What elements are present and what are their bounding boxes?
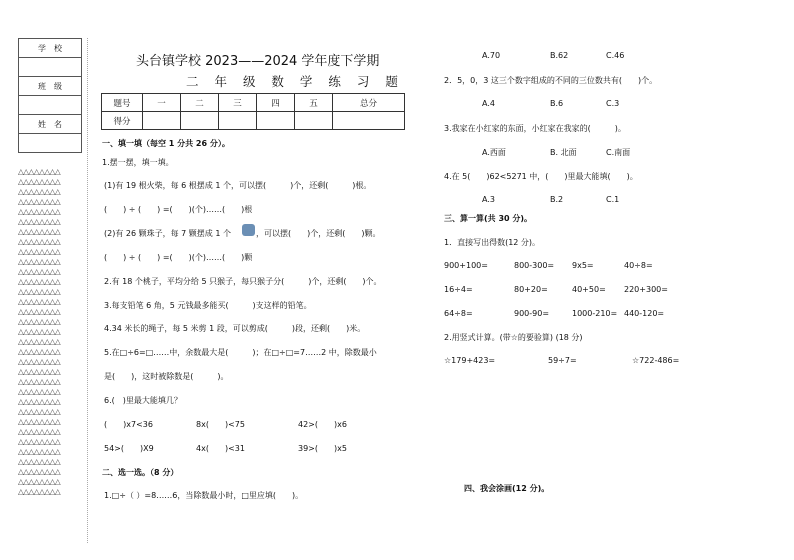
school-label: 学 校 (19, 39, 82, 58)
binding-strip-row: △△△△△△△△ (18, 357, 61, 366)
binding-strip-row: △△△△△△△△ (18, 457, 61, 466)
question-1: 1.摆一摆，填一填。 (102, 158, 174, 167)
section-4-heading: 四、我会涂画(12 分)。 (464, 484, 550, 493)
calc-2-heading: 2.用竖式计算。(带☆的要验算) (18 分) (444, 333, 583, 342)
calc-item: 16÷4= (444, 285, 473, 294)
binding-strip-row: △△△△△△△△ (18, 367, 61, 376)
binding-strip-row: △△△△△△△△ (18, 387, 61, 396)
calc-item: 440-120= (624, 309, 665, 318)
student-info-table (18, 38, 82, 153)
calc-item: 80+20= (514, 285, 548, 294)
section-3-heading: 三、算一算(共 30 分)。 (444, 214, 533, 223)
score-header-cell: 三 (219, 94, 257, 112)
binding-strip-row: △△△△△△△△ (18, 487, 61, 496)
exam-title: 头台镇学校 2023——2024 学年度下学期 (136, 54, 380, 69)
question-5-cont: 是( )，这时被除数是( )。 (104, 372, 229, 381)
score-cell[interactable] (143, 112, 181, 130)
question-6-item: 39>( )x5 (298, 444, 347, 453)
binding-strip-row: △△△△△△△△ (18, 437, 61, 446)
score-header-cell: 总分 (333, 94, 405, 112)
calc-1-heading: 1．直接写出得数(12 分)。 (444, 238, 541, 247)
score-row-label: 得分 (102, 112, 143, 130)
calc-item: 40+50= (572, 285, 606, 294)
class-label: 班 级 (19, 77, 82, 96)
exam-subtitle: 二 年 级 数 学 练 习 题 (186, 74, 404, 89)
choice-1: 1.□÷（ ）=8……6，当除数最小时，□里应填( )。 (104, 491, 304, 500)
choice-3-option[interactable]: C.南面 (606, 148, 631, 157)
section-2-heading: 二、选一选。（8 分） (102, 468, 179, 477)
binding-strip-row: △△△△△△△△ (18, 307, 61, 316)
binding-strip-row: △△△△△△△△ (18, 467, 61, 476)
choice-3-option[interactable]: B. 北面 (550, 148, 577, 157)
question-5: 5.在□÷6=□……中，余数最大是( )；在□÷□=7……2 中，除数最小 (104, 348, 377, 357)
binding-strip-row: △△△△△△△△ (18, 277, 61, 286)
binding-strip-row: △△△△△△△△ (18, 197, 61, 206)
binding-strip-row: △△△△△△△△ (18, 187, 61, 196)
vertical-calc-item: ☆722-486= (632, 356, 680, 365)
binding-strip-row: △△△△△△△△ (18, 287, 61, 296)
question-1a-equation: ( ) ÷ ( ) =( )(个)……( )根 (104, 205, 253, 214)
school-field[interactable] (19, 58, 82, 77)
calc-item: 800-300= (514, 261, 555, 270)
score-cell[interactable] (181, 112, 219, 130)
score-table (101, 93, 405, 130)
binding-strip-row: △△△△△△△△ (18, 447, 61, 456)
score-header-cell: 题号 (102, 94, 143, 112)
question-6-item: 8x( )<75 (196, 420, 245, 429)
choice-4-option[interactable]: A.3 (482, 195, 495, 204)
choice-2-option[interactable]: C.3 (606, 99, 620, 108)
calc-item: 220+300= (624, 285, 668, 294)
calc-item: 1000-210= (572, 309, 618, 318)
binding-strip-row: △△△△△△△△ (18, 327, 61, 336)
binding-strip-row: △△△△△△△△ (18, 227, 61, 236)
question-4: 4.34 米长的绳子，每 5 米剪 1 段，可以剪成( )段，还剩( )米。 (104, 324, 366, 333)
score-cell[interactable] (257, 112, 295, 130)
binding-strip (18, 167, 80, 497)
binding-strip-row: △△△△△△△△ (18, 347, 61, 356)
question-1a: (1)有 19 根火柴，每 6 根摆成 1 个，可以摆( )个，还剩( )根。 (104, 181, 372, 190)
score-header-cell: 二 (181, 94, 219, 112)
score-header-cell: 四 (257, 94, 295, 112)
binding-strip-row: △△△△△△△△ (18, 407, 61, 416)
class-field[interactable] (19, 96, 82, 115)
vertical-calc-item: 59÷7= (548, 356, 577, 365)
score-cell[interactable] (295, 112, 333, 130)
choice-2: 2．5，0，3 这三个数字组成的不同的三位数共有( )个。 (444, 76, 658, 85)
choice-1-option[interactable]: C.46 (606, 51, 625, 60)
score-row (102, 112, 405, 130)
score-cell[interactable] (333, 112, 405, 130)
choice-2-option[interactable]: A.4 (482, 99, 495, 108)
bead-icon (242, 224, 255, 236)
choice-4-option[interactable]: C.1 (606, 195, 620, 204)
binding-strip-row: △△△△△△△△ (18, 397, 61, 406)
binding-strip-row: △△△△△△△△ (18, 207, 61, 216)
binding-strip-row: △△△△△△△△ (18, 267, 61, 276)
section-1-heading: 一、填一填（每空 1 分共 26 分）。 (102, 139, 230, 148)
calc-item: 900+100= (444, 261, 488, 270)
fold-line (87, 38, 88, 543)
choice-1-option[interactable]: A.70 (482, 51, 501, 60)
vertical-calc-item: ☆179+423= (444, 356, 496, 365)
score-header-row (102, 94, 405, 112)
binding-strip-row: △△△△△△△△ (18, 297, 61, 306)
question-6: 6.( )里最大能填几？ (104, 396, 182, 405)
question-6-item: 42>( )x6 (298, 420, 347, 429)
score-header-cell: 五 (295, 94, 333, 112)
choice-4: 4.在 5( )62<5271 中，( )里最大能填( )。 (444, 172, 638, 181)
score-header-cell: 一 (143, 94, 181, 112)
name-label: 姓 名 (19, 115, 82, 134)
question-6-item: 54>( )X9 (104, 444, 154, 453)
calc-item: 64÷8= (444, 309, 473, 318)
binding-strip-row: △△△△△△△△ (18, 167, 61, 176)
binding-strip-row: △△△△△△△△ (18, 217, 61, 226)
question-3: 3.每支铅笔 6 角，5 元钱最多能买( )支这样的铅笔。 (104, 301, 312, 310)
binding-strip-row: △△△△△△△△ (18, 477, 61, 486)
binding-strip-row: △△△△△△△△ (18, 417, 61, 426)
choice-3-option[interactable]: A.西面 (482, 148, 506, 157)
calc-item: 40÷8= (624, 261, 653, 270)
question-1c-equation: ( ) ÷ ( ) =( )(个)……( )颗 (104, 253, 253, 262)
question-1c-cont: ，可以摆( )个，还剩( )颗。 (256, 229, 381, 238)
question-1c: (2)有 26 颗珠子，每 7 颗摆成 1 个 (104, 229, 231, 238)
question-6-item: ( )x7<36 (104, 420, 153, 429)
choice-2-option[interactable]: B.6 (550, 99, 564, 108)
question-2: 2.有 18 个桃子，平均分给 5 只猴子，每只猴子分( )个，还剩( )个。 (104, 277, 382, 286)
question-6-item: 4x( )<31 (196, 444, 245, 453)
name-field[interactable] (19, 134, 82, 153)
choice-4-option[interactable]: B.2 (550, 195, 564, 204)
binding-strip-row: △△△△△△△△ (18, 337, 61, 346)
calc-item: 9x5= (572, 261, 594, 270)
calc-item: 900-90= (514, 309, 550, 318)
score-cell[interactable] (219, 112, 257, 130)
binding-strip-row: △△△△△△△△ (18, 237, 61, 246)
binding-strip-row: △△△△△△△△ (18, 177, 61, 186)
binding-strip-row: △△△△△△△△ (18, 257, 61, 266)
choice-3: 3.我家在小红家的东面，小红家在我家的( )。 (444, 124, 626, 133)
binding-strip-row: △△△△△△△△ (18, 247, 61, 256)
binding-strip-row: △△△△△△△△ (18, 427, 61, 436)
binding-strip-row: △△△△△△△△ (18, 317, 61, 326)
choice-1-option[interactable]: B.62 (550, 51, 569, 60)
binding-strip-row: △△△△△△△△ (18, 377, 61, 386)
